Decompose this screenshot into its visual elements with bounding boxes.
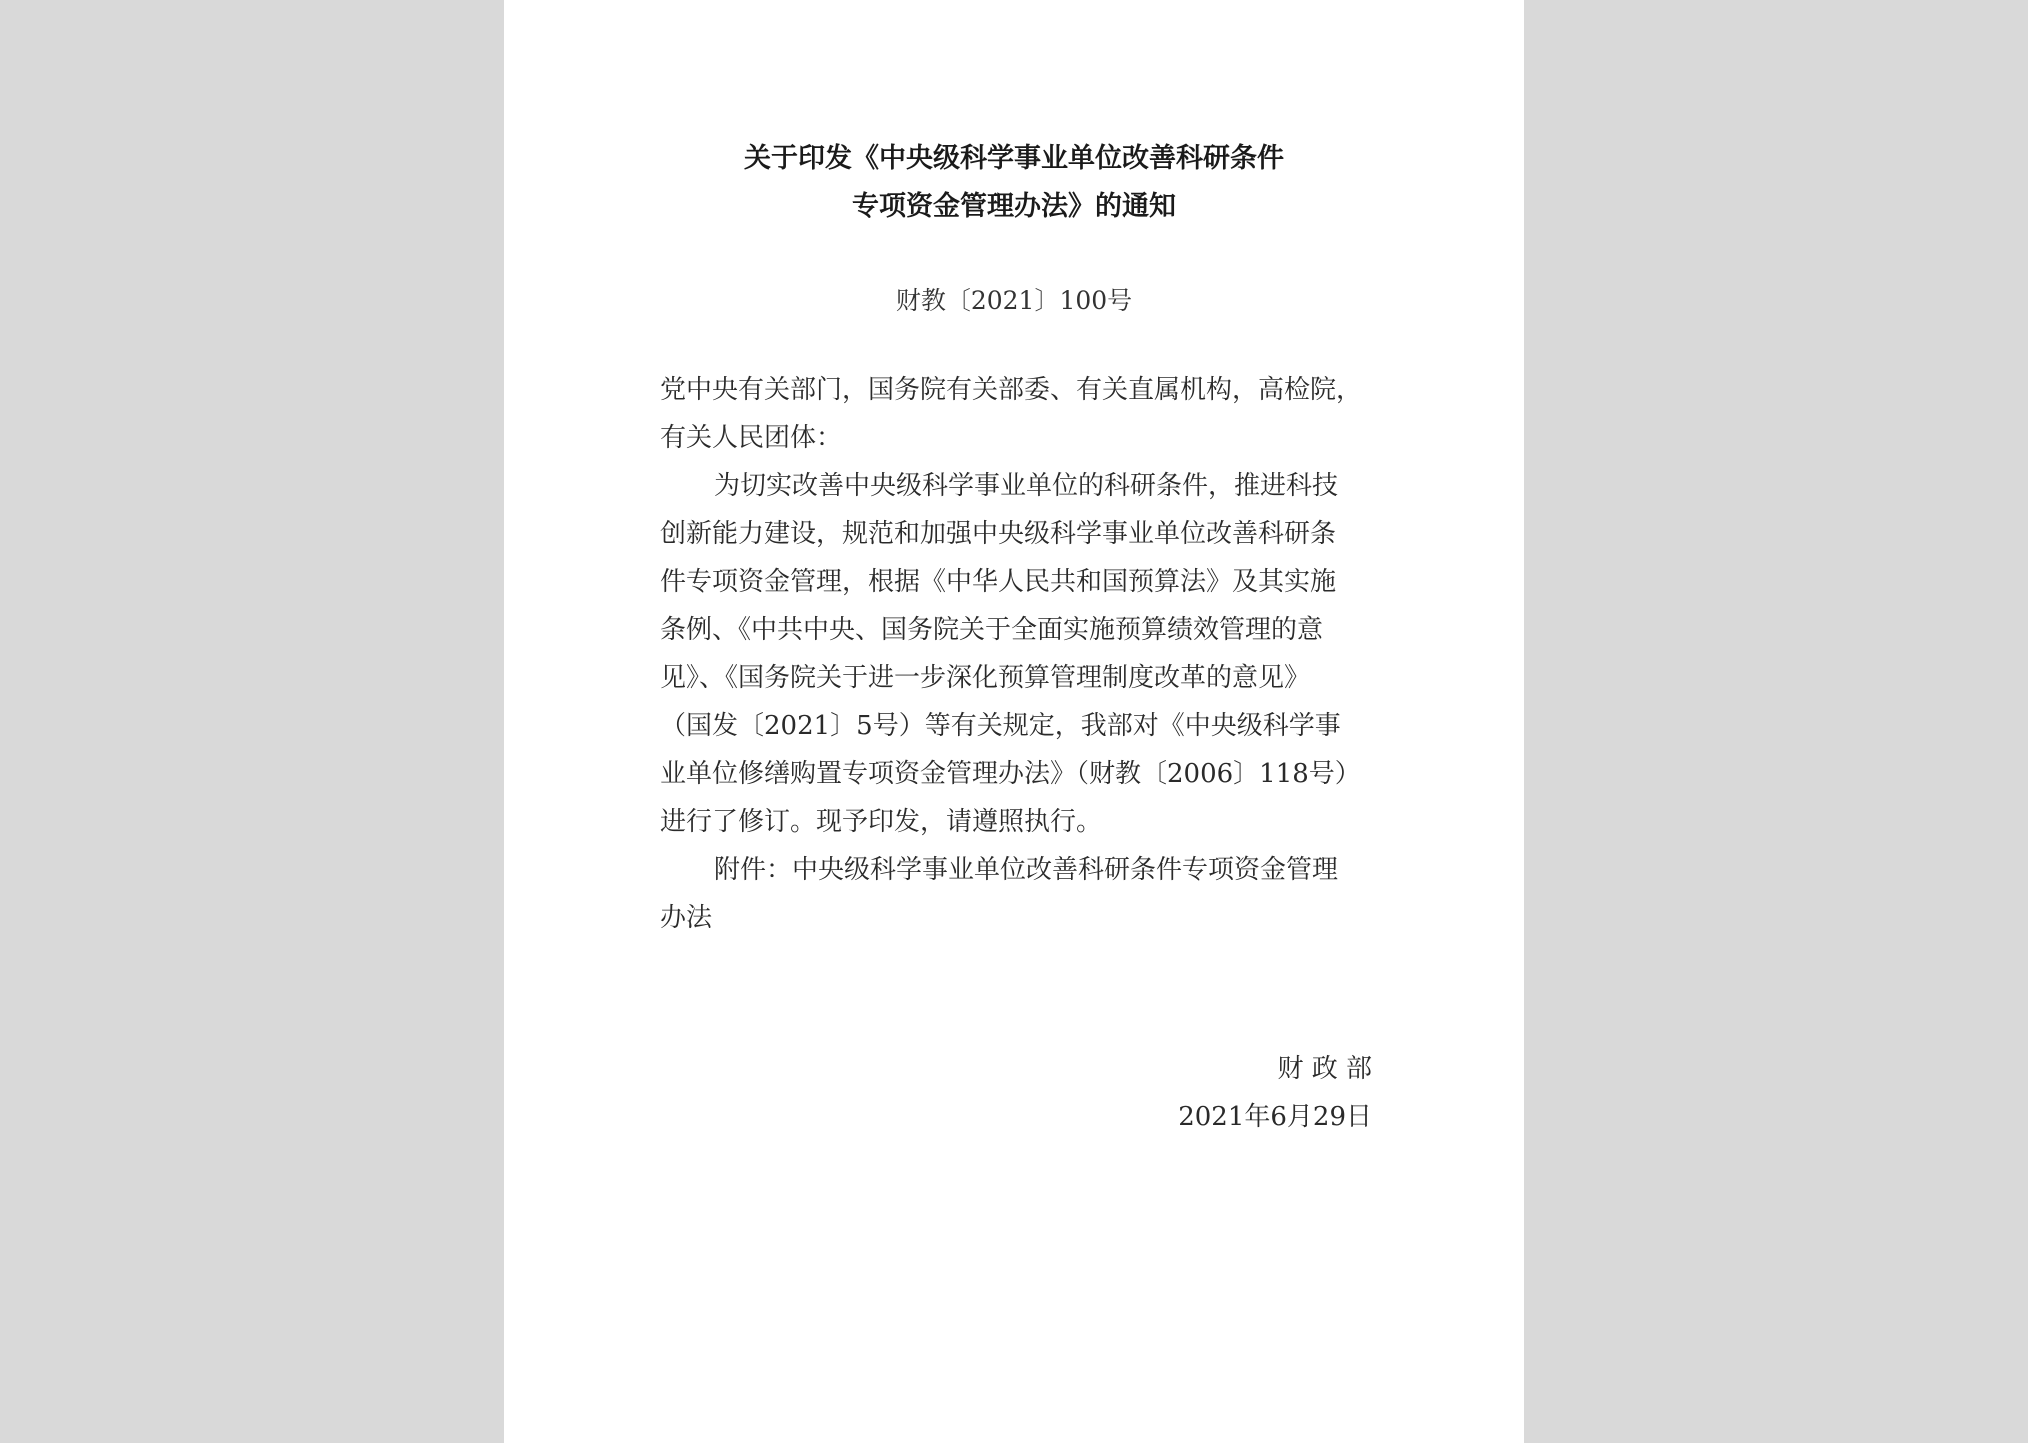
body-line: 创新能力建设，规范和加强中央级科学事业单位改善科研条 (660, 519, 1337, 549)
body-line: 业单位修缮购置专项资金管理办法》（财教〔2006〕118号） (660, 759, 1361, 789)
body-line: 进行了修订。现予印发，请遵照执行。 (660, 807, 1103, 837)
document-title-line-2: 专项资金管理办法》的通知 (852, 191, 1176, 222)
body-line: （国发〔2021〕5号）等有关规定，我部对《中央级科学事 (660, 711, 1341, 741)
document-number: 财教〔2021〕100号 (895, 286, 1133, 315)
signature-organization: 财 政 部 (1277, 1054, 1372, 1084)
document-title-line-1: 关于印发《中央级科学事业单位改善科研条件 (744, 143, 1284, 174)
signature-date: 2021年6月29日 (1178, 1102, 1372, 1132)
attachment-line-2: 办法 (660, 903, 713, 933)
body-line: 件专项资金管理，根据《中华人民共和国预算法》及其实施 (660, 567, 1337, 597)
body-line: 为切实改善中央级科学事业单位的科研条件，推进科技 (714, 471, 1339, 501)
addressee-line-1: 党中央有关部门，国务院有关部委、有关直属机构，高检院， (660, 375, 1363, 405)
addressee-line-2: 有关人民团体： (660, 423, 843, 453)
body-line: 见》、《国务院关于进一步深化预算管理制度改革的意见》 (660, 663, 1311, 693)
attachment-line-1: 附件：中央级科学事业单位改善科研条件专项资金管理 (714, 855, 1339, 885)
body-line: 条例、《中共中央、国务院关于全面实施预算绩效管理的意 (660, 615, 1324, 645)
document-page (504, 0, 1524, 1443)
